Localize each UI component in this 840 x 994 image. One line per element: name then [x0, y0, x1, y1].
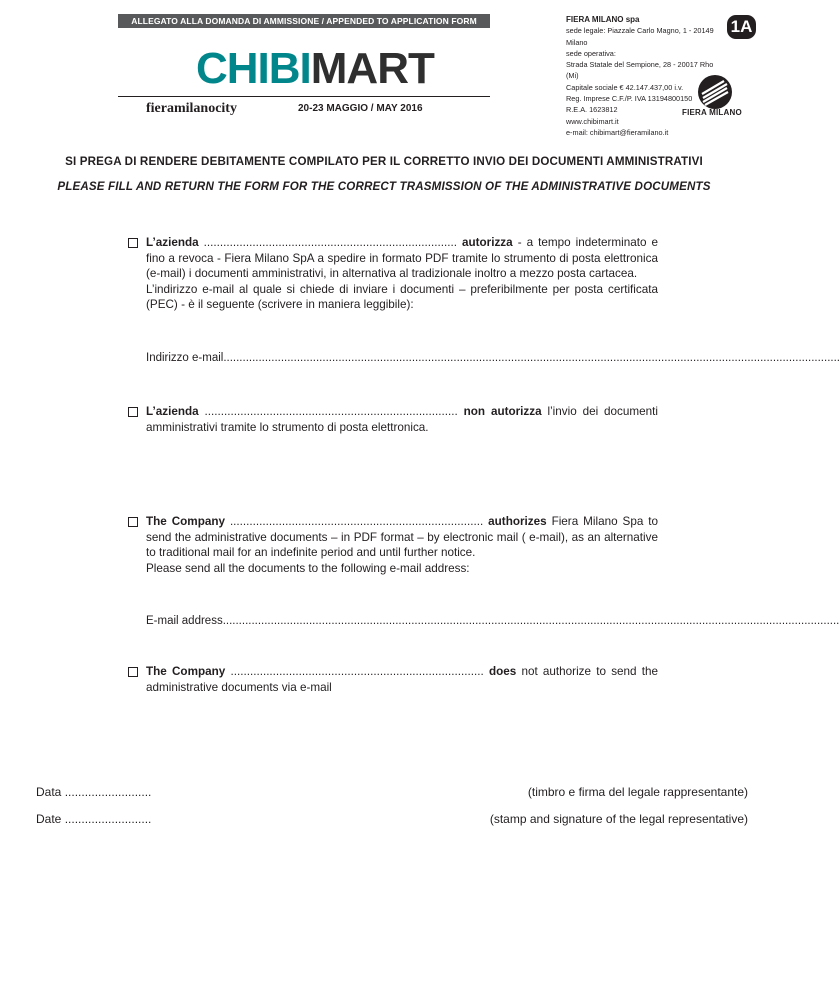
- company-line: Reg. Imprese C.F./P. IVA 13194800150: [566, 94, 693, 104]
- venue-name: fieramilanocity: [146, 101, 237, 116]
- heading-italian: SI PREGA DI RENDERE DEBITAMENTE COMPILATO PER IL CORRETTO INVIO DEI DOCUMENTI AMMINISTRATIVI: [65, 155, 703, 168]
- option-it-not-authorize: [146, 404, 658, 435]
- logo-part2: MART: [310, 44, 434, 93]
- checkbox-en-not-authorize[interactable]: [128, 667, 138, 677]
- logo-divider: [118, 96, 490, 97]
- field-label: E-mail address: [146, 615, 223, 627]
- checkbox-it-authorize[interactable]: [128, 238, 138, 248]
- company-line: sede operativa:: [566, 48, 616, 58]
- option-verb: autorizza: [462, 236, 513, 249]
- header-banner: ALLEGATO ALLA DOMANDA DI AMMISSIONE / APPENDED TO APPLICATION FORM: [118, 14, 490, 28]
- company-dots: ..............................................................................: [204, 405, 458, 418]
- stamp-caption-en: (stamp and signature of the legal representative): [489, 812, 748, 826]
- date-dots: ..........................: [64, 785, 152, 799]
- company-line: e-mail: chibimart@fieramilano.it: [566, 127, 669, 137]
- option-verb: non autorizza: [463, 405, 542, 418]
- checkbox-it-not-authorize[interactable]: [128, 407, 138, 417]
- checkbox-en-authorize[interactable]: [128, 517, 138, 527]
- option-text: not authorize to send the administrative documents via e-mail: [146, 665, 658, 694]
- option-text: - a tempo indeterminato e fino a revoca - Fiera Milano SpA a spedire in formato PDF tramite lo strumento di posta elettronica (e-mail) i documenti amministrativi, in alternativa al tradizionale inoltro a mezzo posta cartacea.: [146, 236, 659, 281]
- option-text: l’invio dei documenti amministrativi tramite lo strumento di posta elettronica.: [146, 405, 658, 434]
- company-dots: ..............................................................................: [230, 665, 484, 678]
- option-subject: L’azienda: [146, 236, 199, 249]
- option-en-not-authorize: [146, 664, 658, 695]
- field-dots: .................................................................................................................................................................................................: [223, 352, 840, 364]
- option-verb: does: [488, 665, 517, 678]
- option-text-2: Please send all the documents to the following e-mail address:: [146, 561, 470, 575]
- option-it-authorize: [146, 235, 658, 313]
- email-field-en[interactable]: [146, 615, 840, 627]
- company-name: FIERA MILANO spa: [566, 15, 640, 24]
- option-subject: The Company: [146, 515, 225, 528]
- heading-english: PLEASE FILL AND RETURN THE FORM FOR THE CORRECT TRASMISSION OF THE ADMINISTRATIVE DOCUMENTS: [57, 180, 711, 193]
- company-line: Strada Statale del Sempione, 28 - 20017 Rho (Mi): [566, 60, 714, 81]
- option-verb: authorizes: [488, 515, 547, 528]
- stamp-caption-it: (timbro e firma del legale rappresentante): [527, 785, 748, 799]
- date-label: Date: [36, 812, 62, 826]
- date-field-en[interactable]: [36, 812, 151, 826]
- field-label: Indirizzo e-mail: [146, 352, 224, 364]
- company-dots: ..............................................................................: [229, 515, 484, 528]
- date-field-it[interactable]: [36, 785, 151, 799]
- option-en-authorize: [146, 514, 658, 576]
- date-dots: ..........................: [64, 812, 152, 826]
- company-line: Capitale sociale € 42.147.437,00 i.v.: [566, 82, 684, 92]
- field-dots: .................................................................................................................................................................................................: [222, 615, 840, 627]
- option-subject: L’azienda: [146, 405, 199, 418]
- option-text-2: L’indirizzo e-mail al quale si chiede di inviare i documenti – preferibilmente per posta certificata (PEC) - è il seguente (scrivere in maniera leggibile):: [146, 282, 658, 312]
- company-line: R.E.A. 1623812: [566, 105, 618, 115]
- date-label: Data: [36, 785, 62, 799]
- event-dates: 20-23 MAGGIO / MAY 2016: [298, 103, 423, 114]
- option-text: Fiera Milano Spa to send the administrative documents – in PDF format – by electronic mail ( e-mail), as an alternative to traditional mail for an indefinite period and until further notice.: [146, 515, 659, 560]
- fiera-milano-wordmark: FIERA MILANO: [682, 108, 742, 117]
- logo-part1: CHIBI: [196, 44, 311, 93]
- company-dots: ..............................................................................: [203, 236, 457, 249]
- company-line: sede legale: Piazzale Carlo Magno, 1 - 20149 Milano: [566, 26, 714, 47]
- form-badge: 1A: [727, 15, 756, 39]
- option-subject: The Company: [146, 665, 226, 678]
- company-line: www.chibimart.it: [566, 116, 619, 126]
- chibimart-logo: [196, 44, 434, 94]
- fiera-milano-logo-icon: [697, 74, 733, 110]
- email-field-it[interactable]: [146, 352, 840, 364]
